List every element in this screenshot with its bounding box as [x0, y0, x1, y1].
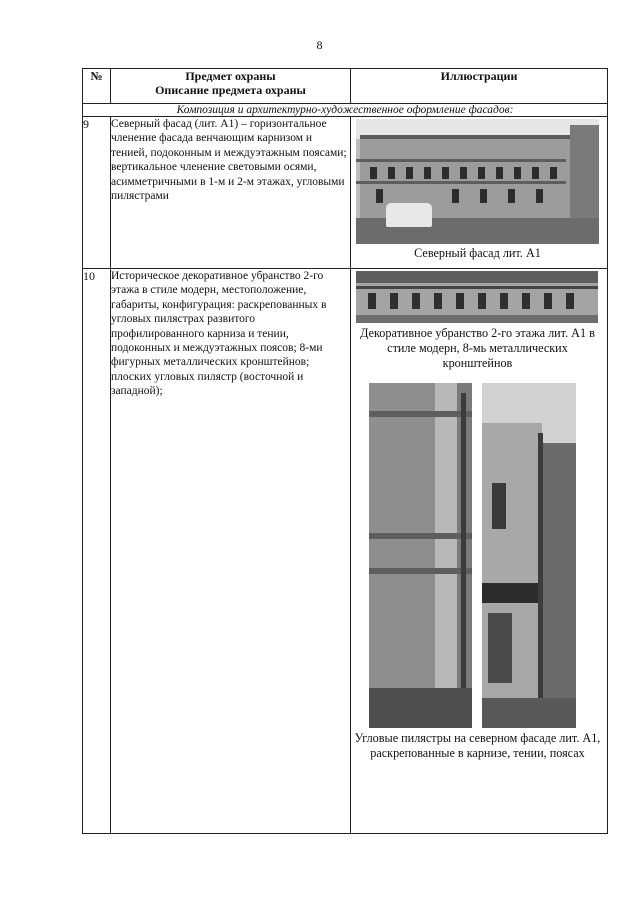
corner-pilaster-photo-east [482, 383, 576, 728]
section-title: Композиция и архитектурно-художественное оформление фасадов: [83, 104, 608, 117]
header-num: № [83, 69, 111, 104]
page-number: 8 [316, 38, 323, 52]
table-row [83, 117, 608, 269]
row-description: Историческое декоративное убранство 2-го этажа в стиле модерн, местоположение, габариты, конфигурация: раскрепованных в угловых пилястрах развитого профилированного карниза и тении, подоконных и междуэтажных поясов; 8-ми фигурных металлических кронштейнов; плоских угловых пилястр (восточной и западной); [111, 269, 351, 834]
section-row [83, 104, 608, 117]
protection-subject-table [82, 68, 608, 834]
header-subject-line2: Описание предмета охраны [155, 83, 306, 97]
north-facade-photo [356, 119, 599, 244]
row-number: 10 [83, 269, 111, 834]
illustration-cell [351, 269, 608, 834]
caption-corner-pilasters: Угловые пилястры на северном фасаде лит. А1, раскрепованные в карнизе, тении, поясах [354, 731, 601, 760]
table-row [83, 269, 608, 834]
caption-north-facade: Северный фасад лит. А1 [414, 246, 541, 260]
header-subject-line1: Предмет охраны [185, 69, 276, 83]
header-subject [111, 69, 351, 104]
header-illustrations: Иллюстрации [351, 69, 608, 104]
decorative-floor-photo [356, 271, 598, 323]
caption-decorative-floor: Декоративное убранство 2-го этажа лит. А1 в стиле модерн, 8-мь металлических кронштейнов [360, 326, 595, 370]
corner-pilaster-photo-west [369, 383, 472, 728]
row-number: 9 [83, 117, 111, 269]
illustration-cell [351, 117, 608, 269]
row-description: Северный фасад (лит. А1) – горизонтальное членение фасада венчающим карнизом и тенией, подоконным и междуэтажным поясами; вертикальное членение световыми осями, асимметричными в 1-м и 2-м этажах, угловыми пилястрами [111, 117, 351, 269]
table-header-row [83, 69, 608, 104]
